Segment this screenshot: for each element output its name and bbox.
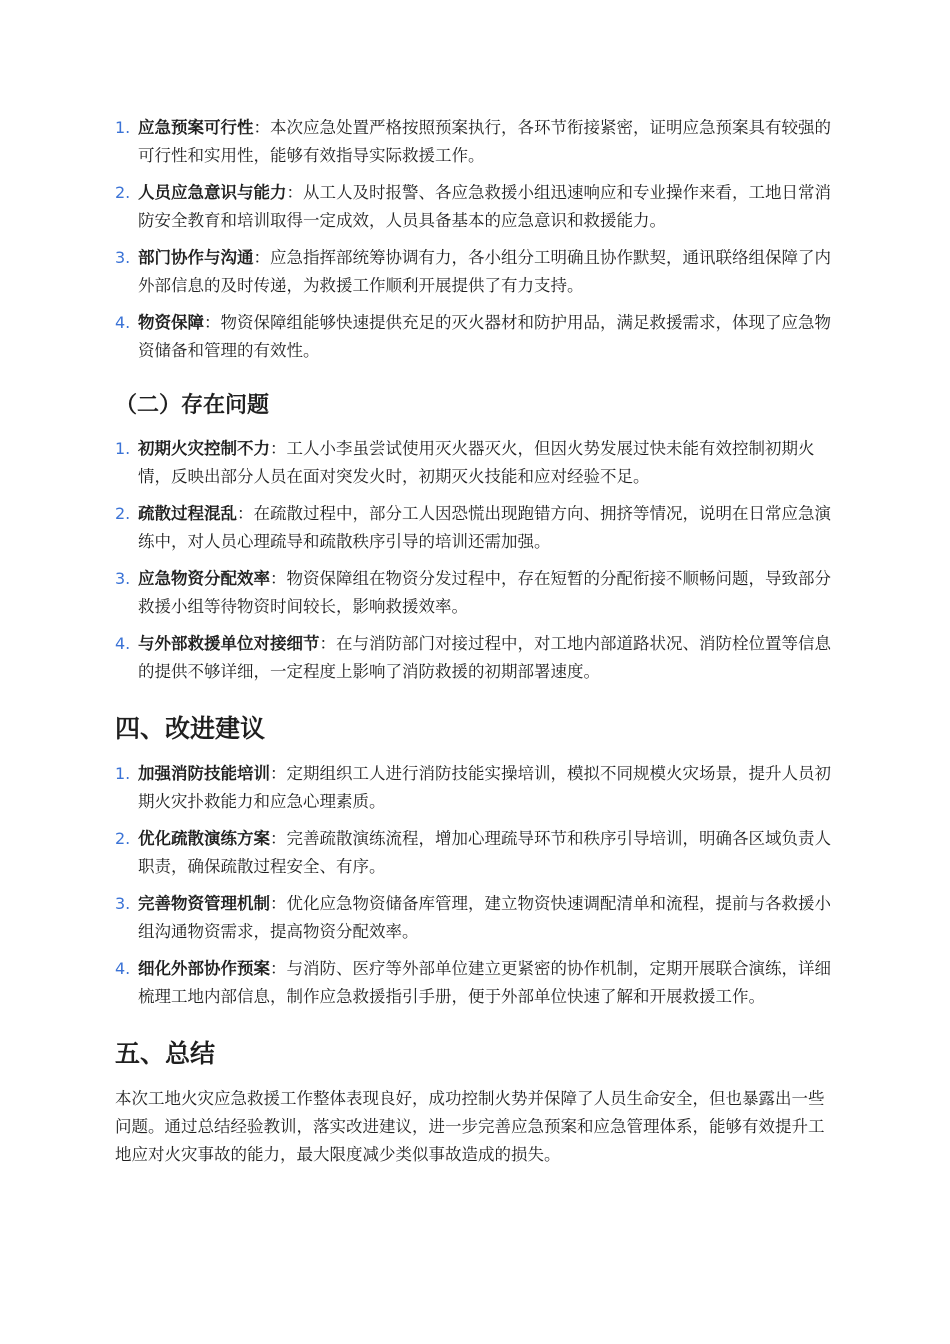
problems-list [115, 435, 840, 686]
list-term: 优化疏散演练方案 [138, 829, 270, 848]
list-term: 细化外部协作预案 [138, 959, 270, 978]
list-text: ：在疏散过程中，部分工人因恐慌出现跑错方向、拥挤等情况，说明在日常应急演练中，对人员心理疏导和疏散秩序引导的培训还需加强。 [138, 504, 831, 551]
suggestions-list [115, 760, 840, 1011]
conclusions-list [115, 114, 840, 365]
list-number: 2. [115, 504, 131, 523]
list-term: 人员应急意识与能力 [138, 183, 287, 202]
list-number: 4. [115, 313, 131, 332]
list-item [115, 565, 840, 621]
list-item [115, 179, 840, 235]
list-number: 2. [115, 183, 131, 202]
list-text: ：完善疏散演练流程，增加心理疏导环节和秩序引导培训，明确各区域负责人职责，确保疏散过程安全、有序。 [138, 829, 831, 876]
list-number: 4. [115, 634, 131, 653]
list-item [115, 244, 840, 300]
list-item [115, 890, 840, 946]
list-item [115, 955, 840, 1011]
list-text: ：与消防、医疗等外部单位建立更紧密的协作机制，定期开展联合演练，详细梳理工地内部信息，制作应急救援指引手册，便于外部单位快速了解和开展救援工作。 [138, 959, 831, 1006]
summary-paragraph: 本次工地火灾应急救援工作整体表现良好，成功控制火势并保障了人员生命安全，但也暴露出一些问题。通过总结经验教训，落实改进建议，进一步完善应急预案和应急管理体系，能够有效提升工地应对火灾事故的能力，最大限度减少类似事故造成的损失。 [115, 1089, 825, 1164]
list-text: ：从工人及时报警、各应急救援小组迅速响应和专业操作来看，工地日常消防安全教育和培训取得一定成效，人员具备基本的应急意识和救援能力。 [138, 183, 831, 230]
list-item [115, 435, 840, 491]
list-term: 应急物资分配效率 [138, 569, 270, 588]
list-term: 疏散过程混乱 [138, 504, 237, 523]
list-text: ：物资保障组在物资分发过程中，存在短暂的分配衔接不顺畅问题，导致部分救援小组等待物资时间较长，影响救援效率。 [138, 569, 831, 616]
suggestions-heading: 四、改进建议 [115, 714, 266, 743]
list-text: ：工人小李虽尝试使用灭火器灭火，但因火势发展过快未能有效控制初期火情，反映出部分人员在面对突发火时，初期灭火技能和应对经验不足。 [138, 439, 815, 486]
list-number: 1. [115, 439, 131, 458]
list-item [115, 760, 840, 816]
list-text: ：在与消防部门对接过程中，对工地内部道路状况、消防栓位置等信息的提供不够详细，一定程度上影响了消防救援的初期部署速度。 [138, 634, 831, 681]
list-item [115, 630, 840, 686]
list-item [115, 825, 840, 881]
list-number: 3. [115, 248, 131, 267]
summary-heading: 五、总结 [115, 1039, 216, 1068]
list-term: 完善物资管理机制 [138, 894, 270, 913]
list-number: 2. [115, 829, 131, 848]
list-term: 应急预案可行性 [138, 118, 254, 137]
list-item [115, 500, 840, 556]
list-number: 3. [115, 894, 131, 913]
list-number: 1. [115, 764, 131, 783]
list-term: 加强消防技能培训 [138, 764, 270, 783]
list-number: 1. [115, 118, 131, 137]
list-term: 部门协作与沟通 [138, 248, 254, 267]
list-item [115, 114, 840, 170]
list-number: 3. [115, 569, 131, 588]
list-term: 物资保障 [138, 313, 204, 332]
list-item [115, 309, 840, 365]
list-term: 初期火灾控制不力 [138, 439, 270, 458]
problems-heading: （二）存在问题 [115, 393, 270, 418]
list-text: ：优化应急物资储备库管理，建立物资快速调配清单和流程，提前与各救援小组沟通物资需求，提高物资分配效率。 [138, 894, 831, 941]
list-text: ：定期组织工人进行消防技能实操培训，模拟不同规模火灾场景，提升人员初期火灾扑救能力和应急心理素质。 [138, 764, 831, 811]
list-number: 4. [115, 959, 131, 978]
list-text: ：物资保障组能够快速提供充足的灭火器材和防护用品，满足救援需求，体现了应急物资储备和管理的有效性。 [138, 313, 831, 360]
list-term: 与外部救援单位对接细节 [138, 634, 320, 653]
list-text: ：本次应急处置严格按照预案执行，各环节衔接紧密，证明应急预案具有较强的可行性和实用性，能够有效指导实际救援工作。 [138, 118, 831, 165]
list-text: ：应急指挥部统筹协调有力，各小组分工明确且协作默契，通讯联络组保障了内外部信息的及时传递，为救援工作顺利开展提供了有力支持。 [138, 248, 831, 295]
